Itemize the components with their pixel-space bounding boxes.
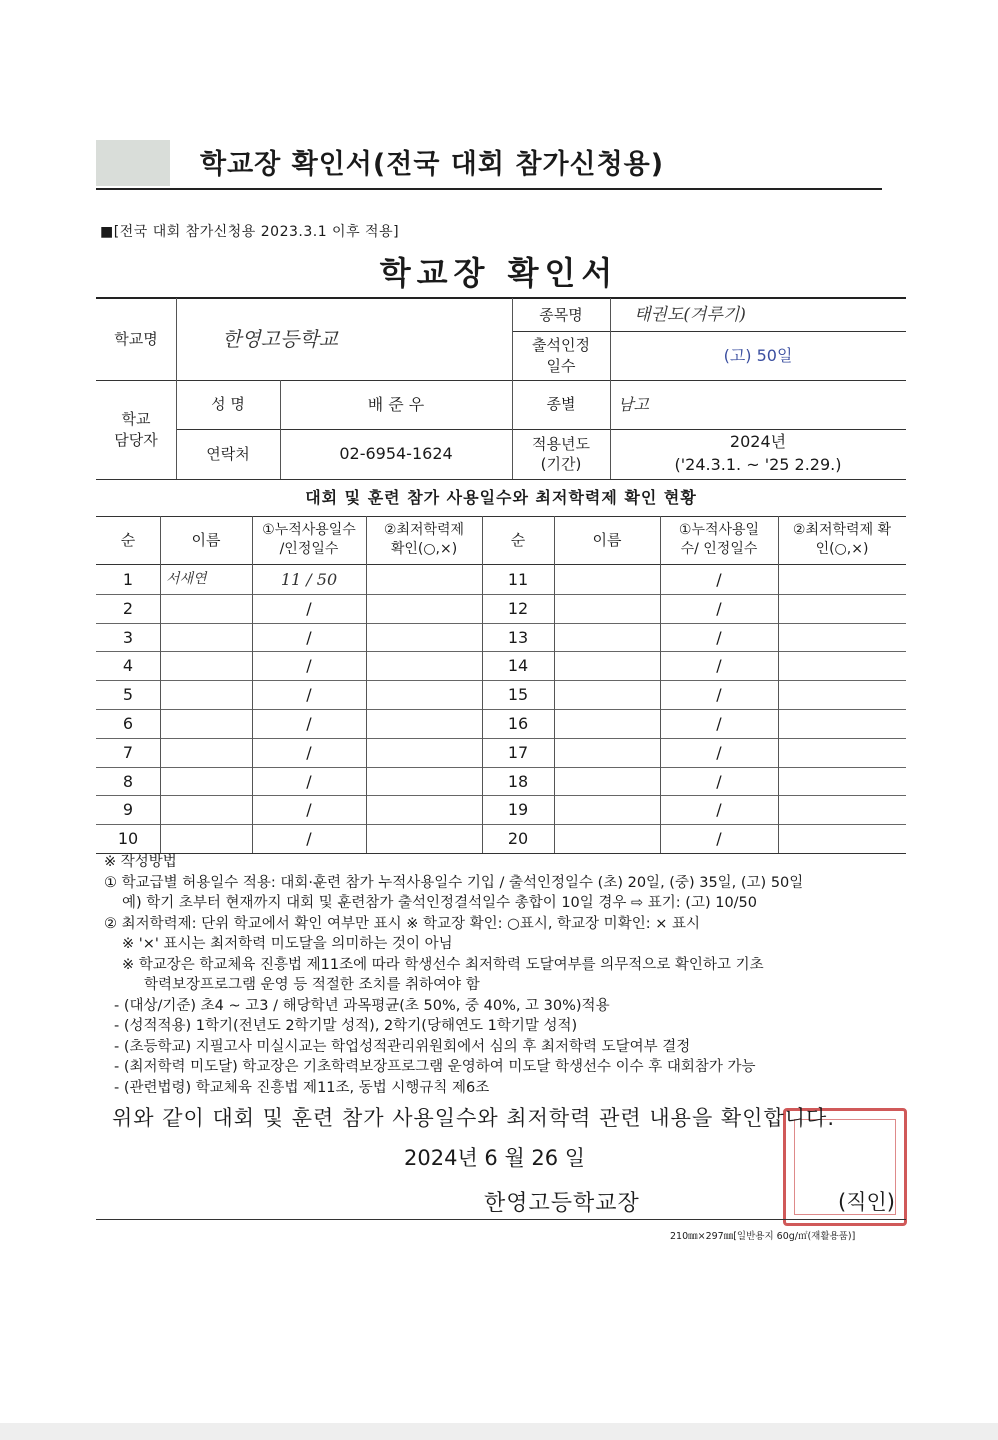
header-name-right: 이름 [592,530,622,549]
athlete-name [166,738,252,767]
row-number: 4 [122,655,134,675]
days-used: / [306,627,312,647]
table-vline [778,516,779,853]
athlete-name [166,709,252,738]
school-label: 학교명 [114,330,158,349]
header-name-left: 이름 [191,530,221,549]
days-used: / [306,799,312,819]
table-vline [366,516,367,853]
note-bullet: - (성적적용) 1학기(전년도 2학기말 성적), 2학기(당해연도 1학기말 성적) [114,1018,578,1034]
header-shade-box [96,140,170,186]
row-number: 10 [117,828,139,848]
row-number: 12 [507,598,529,618]
row-number: 6 [122,713,134,733]
days-used: / [716,598,722,618]
days-used: / [306,684,312,704]
row-number: 18 [507,771,529,791]
name-value: 배 준 우 [367,394,425,414]
application-note: ■[전국 대회 참가신청용 2023.3.1 이후 적용] [100,224,400,240]
days-used: / [306,828,312,848]
main-title: 학교장 확인서 [379,254,619,292]
gender-label: 종별 [546,395,576,414]
note-bullet: - (초등학교) 지필고사 미실시교는 학업성적관리위원회에서 심의 후 최저학력 도달여부 결정 [114,1038,691,1055]
row-number: 2 [122,598,134,618]
header-days-left: ①누적사용일수 /인정일수 [262,522,356,557]
note-bullet: - (관련법령) 학교체육 진흥법 제11조, 동법 시행규칙 제6조 [114,1079,490,1096]
row-number: 13 [507,627,529,647]
row-number: 3 [122,627,134,647]
row-number: 8 [122,771,134,791]
days-used: / [306,742,312,762]
name-label: 성 명 [211,395,245,414]
note-bullet: - (최저학력 미도달) 학교장은 기초학력보장프로그램 운영하여 미도달 학생선수 이수 후 대회참가 가능 [114,1059,756,1075]
note-2-law-cont: 학력보장프로그램 운영 등 적절한 조치를 취하여야 함 [144,977,480,993]
note-bullet: - (대상/기준) 초4 ~ 고3 / 해당학년 과목평균(초 50%, 중 40%, 고 30%)적용 [114,997,610,1014]
row-number: 15 [507,684,529,704]
page-bottom-bar [0,1423,998,1440]
paper-size-note: 210㎜×297㎜[일반용지 60g/㎡(재활용품)] [670,1231,856,1242]
row-number: 16 [507,713,529,733]
note-2: ② 최저학력제: 단위 학교에서 확인 여부만 표시 ※ 학교장 확인: ○표시, 학교장 미확인: × 표시 [104,915,700,932]
attendance-label: 출석인정 일수 [532,336,590,375]
attendance-value: (고) 50일 [723,345,793,365]
footer-divider [96,1219,906,1220]
days-used: / [716,799,722,819]
row-number: 17 [507,742,529,762]
header-no-right: 순 [510,530,526,549]
athlete-name [166,680,252,709]
days-used: / [716,569,722,589]
days-used: / [716,742,722,762]
principal-name: 한영고등학교장 [484,1191,640,1216]
athlete-name: 서새연 [166,571,207,588]
athlete-name [166,651,252,680]
days-used: / [716,684,722,704]
writing-instructions [104,852,924,1098]
note-2-remark: ※ '×' 표시는 최저학력 미도달을 의미하는 것이 아님 [122,936,453,952]
table-title: 대회 및 훈련 참가 사용일수와 최저학력제 확인 현황 [305,488,697,508]
athlete-name [166,795,252,824]
row-number: 7 [122,742,134,762]
school-value: 한영고등학교 [222,327,338,351]
contact-label: 연락처 [206,444,250,463]
days-used: / [716,713,722,733]
header-days-right: ①누적사용일수/ 인정일수 [678,522,760,557]
confirmation-statement: 위와 같이 대회 및 훈련 참가 사용일수와 최저학력 관련 내용을 확인합니다. [112,1106,836,1130]
seal-label: (직인) [838,1190,895,1214]
manager-label: 학교 담당자 [114,410,158,449]
header-no-left: 순 [120,530,136,549]
days-used: / [716,828,722,848]
note-1: ① 학교급별 허용일수 적용: 대회·훈련 참가 누적사용일수 기입 / 출석인정일수 (초) 20일, (중) 35일, (고) 50일 [104,874,804,891]
year-value: 2024년 [729,432,787,452]
row-number: 11 [507,569,529,589]
note-1-example: 예) 학기 초부터 현재까지 대회 및 훈련참가 출석인정결석일수 총합이 10일 경우 ⇨ 표기: (고) 10/50 [122,895,758,911]
row-number: 14 [507,655,529,675]
contact-value: 02-6954-1624 [339,444,453,464]
sport-value: 태권도(겨루기) [634,304,746,325]
athlete-name [166,824,252,853]
days-used: / [306,771,312,791]
year-label: 적용년도 (기간) [532,434,590,473]
table-vline [554,516,555,853]
header-min-left: ②최저학력제 확인(○,×) [383,522,465,557]
athlete-name [166,594,252,623]
days-used: 11 / 50 [280,569,338,589]
row-number: 9 [122,799,134,819]
days-used: / [716,771,722,791]
row-number: 20 [507,828,529,848]
athlete-name [166,623,252,652]
gender-value: 남고 [618,394,649,414]
period-value: ('24.3.1. ~ '25 2.29.) [674,455,842,475]
athlete-name [166,767,252,796]
row-number: 5 [122,684,134,704]
header-min-right: ②최저학력제 확인(○,×) [792,522,892,557]
days-used: / [306,598,312,618]
notes-heading: ※ 작성방법 [104,854,177,870]
days-used: / [306,655,312,675]
days-used: / [716,627,722,647]
title-divider [96,188,882,190]
days-used: / [306,713,312,733]
days-used: / [716,655,722,675]
note-2-law: ※ 학교장은 학교체육 진흥법 제11조에 따라 학생선수 최저학력 도달여부를 의무적으로 확인하고 기초 [122,956,764,973]
row-number: 19 [507,799,529,819]
table-vline [160,516,161,853]
document-title: 학교장 확인서(전국 대회 참가신청용) [200,149,665,180]
sport-label: 종목명 [539,305,583,324]
signed-date: 2024년 6 월 26 일 [404,1146,586,1170]
row-number: 1 [122,569,134,589]
